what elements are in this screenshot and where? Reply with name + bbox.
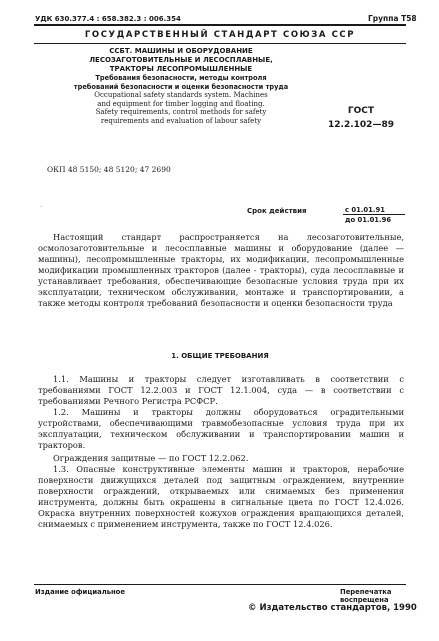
- udk-code: УДК 630.377.4 : 658.382.3 : 006.354: [35, 15, 181, 23]
- subtitle-line: требований безопасности и оценки безопасности труда: [73, 82, 289, 91]
- section-title: 1. ОБЩИЕ ТРЕБОВАНИЯ: [171, 352, 269, 360]
- english-title-line: requirements and evaluation of labour safety: [100, 116, 262, 125]
- reprint-prohibited-note: Перепечатка воспрещена: [340, 588, 392, 604]
- state-standard-banner: ГОСУДАРСТВЕННЫЙ СТАНДАРТ СОЮЗА ССР: [34, 24, 406, 44]
- gost-number-block: [326, 104, 396, 132]
- title-line: ЛЕСОЗАГОТОВИТЕЛЬНЫЕ И ЛЕСОСПЛАВНЫЕ,: [89, 56, 273, 64]
- group-code: Группа Т58: [368, 14, 417, 23]
- copyright-notice: © Издательство стандартов, 1990: [248, 603, 417, 613]
- english-title-line: Safety requirements, control methods for safety: [95, 108, 267, 116]
- standard-title-block: [55, 47, 307, 125]
- gost-label: ГОСТ: [347, 106, 375, 116]
- title-line: ССБТ. МАШИНЫ И ОБОРУДОВАНИЕ: [109, 47, 253, 55]
- validity-from: с 01.01.91: [345, 206, 385, 214]
- validity-label: Срок действия: [247, 207, 307, 215]
- footer-divider: [34, 584, 406, 585]
- gost-number: 12.2.102—89: [328, 120, 394, 130]
- margin-mark: ·: [40, 203, 43, 211]
- subtitle-line: Требования безопасности, методы контроля: [95, 74, 267, 82]
- validity-to: до 01.01.96: [345, 216, 392, 224]
- official-edition-note: Издание официальное: [35, 588, 125, 596]
- okp-codes: ОКП 48 5150; 48 5120; 47 2690: [47, 165, 171, 174]
- clause-1-2-guards: Ограждения защитные — по ГОСТ 12.2.062.: [53, 453, 249, 463]
- title-line: ТРАКТОРЫ ЛЕСОПРОМЫШЛЕННЫЕ: [109, 65, 253, 73]
- english-title-line: Occupational safety standards system. Machines: [94, 91, 268, 99]
- intro-paragraph: Настоящий стандарт распространяется на лесозаготовительные, осмолозаготовительные и лесосплавные машины и оборудование (далее — машины), лесопромышленные тракторы, их модификации, лесопромышленные модификации промышленных тракторов (далее - тракторы), суда лесосплавные и устанавливает требования, обеспечивающие безопасные условия труда при их эксплуатации, техническом обслуживании, монтаже и транспортировании, а также методы контроля требований безопасности и оценки безопасности труда: [38, 232, 404, 308]
- clause-1-1: 1.1. Машины и тракторы следует изготавливать в соответствии с требованиями ГОСТ 12.2.003 и ГОСТ 12.1.004, суда — в соответствии с требованиями Речного Регистра РСФСР.: [38, 374, 404, 406]
- clause-1-3: 1.3. Опасные конструктивные элементы машин и тракторов, нерабочие поверхности движущихся деталей под защитным ограждением, внутренние поверхности ограждений, открываемых или снимаемых без применения инструмента, должны быть окрашены в сигнальные цвета по ГОСТ 12.4.026. Окраска внутренних поверхностей кожухов ограждения вращающихся деталей, снимаемых с применением инструмента, также по ГОСТ 12.4.026.: [38, 464, 404, 529]
- english-title-line: and equipment for timber logging and floating.: [97, 99, 265, 108]
- validity-divider: [343, 214, 405, 215]
- clause-1-2: 1.2. Машины и тракторы должны оборудоваться оградительными устройствами, обеспечивающими травмобезопасные условия труда при их эксплуатации, техническом обслуживании и транспортировании машин и тракторов.: [38, 407, 404, 450]
